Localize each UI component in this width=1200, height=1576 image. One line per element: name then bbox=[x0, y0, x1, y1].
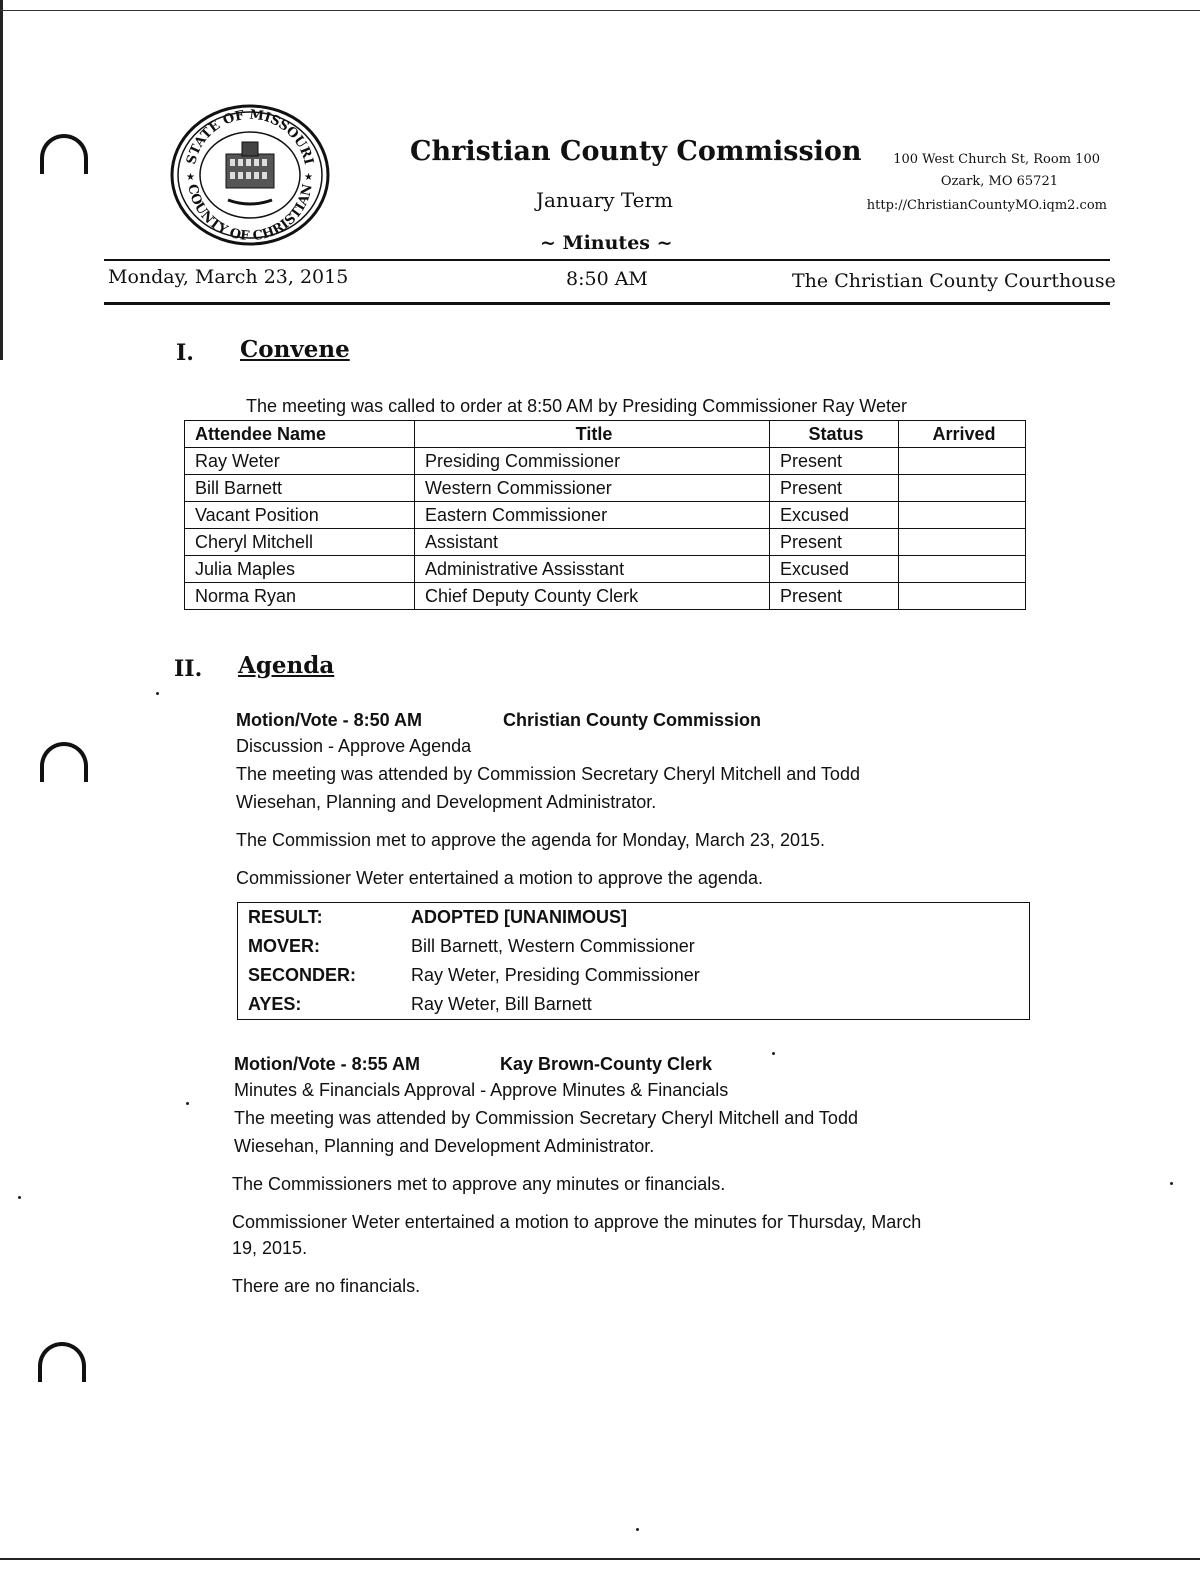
result-value: ADOPTED [UNANIMOUS] bbox=[411, 907, 627, 927]
scan-edge-top bbox=[0, 10, 1200, 11]
mover-value: Bill Barnett, Western Commissioner bbox=[411, 936, 695, 956]
table-row bbox=[185, 502, 1026, 529]
column-header-arrived: Arrived bbox=[899, 421, 1026, 448]
seal-bottom-text: COUNTY OF CHRISTIAN bbox=[184, 182, 316, 245]
ayes-value: Ray Weter, Bill Barnett bbox=[411, 994, 592, 1014]
minutes-label: ~ Minutes ~ bbox=[540, 232, 673, 254]
attendee-title: Chief Deputy County Clerk bbox=[415, 583, 770, 610]
header-rule-top bbox=[104, 259, 1110, 261]
punch-hole-1 bbox=[40, 134, 88, 174]
motion-2-discussion: Minutes & Financials Approval - Approve Minutes & Financials bbox=[234, 1080, 729, 1100]
motion-2-body: Kay Brown-County Clerk bbox=[500, 1054, 713, 1074]
motion-1-para2: Commissioner Weter entertained a motion to approve the agenda. bbox=[236, 868, 763, 888]
motion-1-attended-line2: Wiesehan, Planning and Development Administrator. bbox=[236, 792, 657, 812]
attendee-arrived bbox=[899, 556, 1026, 583]
column-header-status: Status bbox=[770, 421, 899, 448]
scan-speck bbox=[156, 692, 159, 695]
motion-2-attended-line2: Wiesehan, Planning and Development Administrator. bbox=[234, 1136, 655, 1156]
attendee-name: Ray Weter bbox=[185, 448, 415, 475]
seconder-value: Ray Weter, Presiding Commissioner bbox=[411, 965, 700, 985]
attendee-title: Western Commissioner bbox=[415, 475, 770, 502]
attendee-name: Julia Maples bbox=[185, 556, 415, 583]
attendee-status: Excused bbox=[770, 556, 899, 583]
table-row bbox=[185, 448, 1026, 475]
attendee-arrived bbox=[899, 448, 1026, 475]
attendee-title: Eastern Commissioner bbox=[415, 502, 770, 529]
motion-2-para2-line2: 19, 2015. bbox=[232, 1238, 308, 1258]
attendee-name: Vacant Position bbox=[185, 502, 415, 529]
vote-result-table bbox=[237, 902, 1030, 1020]
column-header-name: Attendee Name bbox=[185, 421, 415, 448]
attendee-name: Norma Ryan bbox=[185, 583, 415, 610]
attendee-title: Presiding Commissioner bbox=[415, 448, 770, 475]
scan-speck bbox=[186, 1102, 189, 1105]
scan-speck bbox=[1170, 1182, 1173, 1185]
punch-hole-3 bbox=[38, 1342, 86, 1382]
section-number-convene: I. bbox=[176, 340, 194, 366]
address-street: 100 West Church St, Room 100 bbox=[893, 152, 1100, 167]
svg-text:★: ★ bbox=[186, 172, 195, 183]
convene-intro: The meeting was called to order at 8:50 AM by Presiding Commissioner Ray Weter bbox=[246, 396, 907, 416]
attendee-status: Present bbox=[770, 448, 899, 475]
meeting-location: The Christian County Courthouse bbox=[792, 270, 1116, 292]
table-row bbox=[185, 475, 1026, 502]
result-label: RESULT: bbox=[248, 907, 323, 927]
meeting-time: 8:50 AM bbox=[566, 268, 648, 290]
svg-text:★: ★ bbox=[304, 172, 313, 183]
section-title-convene: Convene bbox=[240, 336, 350, 363]
attendee-status: Present bbox=[770, 583, 899, 610]
mover-label: MOVER: bbox=[248, 936, 320, 956]
commission-title: Christian County Commission bbox=[410, 136, 862, 167]
motion-2-para1: The Commissioners met to approve any minutes or financials. bbox=[232, 1174, 726, 1194]
attendee-status: Present bbox=[770, 529, 899, 556]
vote-row-mover bbox=[238, 932, 1030, 961]
column-header-title: Title bbox=[415, 421, 770, 448]
motion-1-body: Christian County Commission bbox=[503, 710, 762, 730]
table-row bbox=[185, 556, 1026, 583]
seconder-label: SECONDER: bbox=[248, 965, 357, 985]
attendee-status: Excused bbox=[770, 502, 899, 529]
seal-top-text: STATE OF MISSOURI bbox=[184, 107, 316, 167]
vote-row-ayes bbox=[238, 990, 1030, 1020]
table-row bbox=[185, 583, 1026, 610]
scan-speck bbox=[772, 1052, 775, 1055]
attendee-table bbox=[184, 420, 1026, 610]
attendee-arrived bbox=[899, 529, 1026, 556]
attendee-title: Assistant bbox=[415, 529, 770, 556]
vote-row-seconder bbox=[238, 961, 1030, 990]
motion-2-para2-line1: Commissioner Weter entertained a motion to approve the minutes for Thursday, March bbox=[232, 1212, 922, 1232]
attendee-table-header bbox=[185, 421, 1026, 448]
attendee-arrived bbox=[899, 502, 1026, 529]
motion-1-para1: The Commission met to approve the agenda for Monday, March 23, 2015. bbox=[236, 830, 825, 850]
scan-edge-left bbox=[0, 0, 3, 360]
motion-1-discussion: Discussion - Approve Agenda bbox=[236, 736, 472, 756]
section-number-agenda: II. bbox=[174, 656, 203, 682]
motion-1-label: Motion/Vote - 8:50 AM bbox=[236, 710, 422, 730]
table-row bbox=[185, 529, 1026, 556]
motion-2-label: Motion/Vote - 8:55 AM bbox=[234, 1054, 420, 1074]
attendee-arrived bbox=[899, 583, 1026, 610]
motion-1-attended-line1: The meeting was attended by Commission Secretary Cheryl Mitchell and Todd bbox=[236, 764, 860, 784]
attendee-name: Bill Barnett bbox=[185, 475, 415, 502]
scan-speck bbox=[636, 1528, 639, 1531]
attendee-arrived bbox=[899, 475, 1026, 502]
attendee-name: Cheryl Mitchell bbox=[185, 529, 415, 556]
header-rule-bottom bbox=[104, 302, 1110, 305]
scan-speck bbox=[18, 1196, 21, 1199]
section-title-agenda: Agenda bbox=[238, 652, 335, 679]
meeting-date: Monday, March 23, 2015 bbox=[108, 266, 349, 288]
scan-edge-bottom bbox=[0, 1558, 1200, 1560]
motion-2-para3: There are no financials. bbox=[232, 1276, 421, 1296]
ayes-label: AYES: bbox=[248, 994, 302, 1014]
address-url: http://ChristianCountyMO.iqm2.com bbox=[866, 198, 1107, 213]
attendee-status: Present bbox=[770, 475, 899, 502]
term-label: January Term bbox=[536, 188, 673, 212]
motion-2-attended-line1: The meeting was attended by Commission Secretary Cheryl Mitchell and Todd bbox=[234, 1108, 858, 1128]
vote-row-result bbox=[238, 903, 1030, 933]
county-seal bbox=[170, 104, 330, 246]
attendee-title: Administrative Assisstant bbox=[415, 556, 770, 583]
address-city: Ozark, MO 65721 bbox=[940, 174, 1058, 189]
punch-hole-2 bbox=[40, 742, 88, 782]
